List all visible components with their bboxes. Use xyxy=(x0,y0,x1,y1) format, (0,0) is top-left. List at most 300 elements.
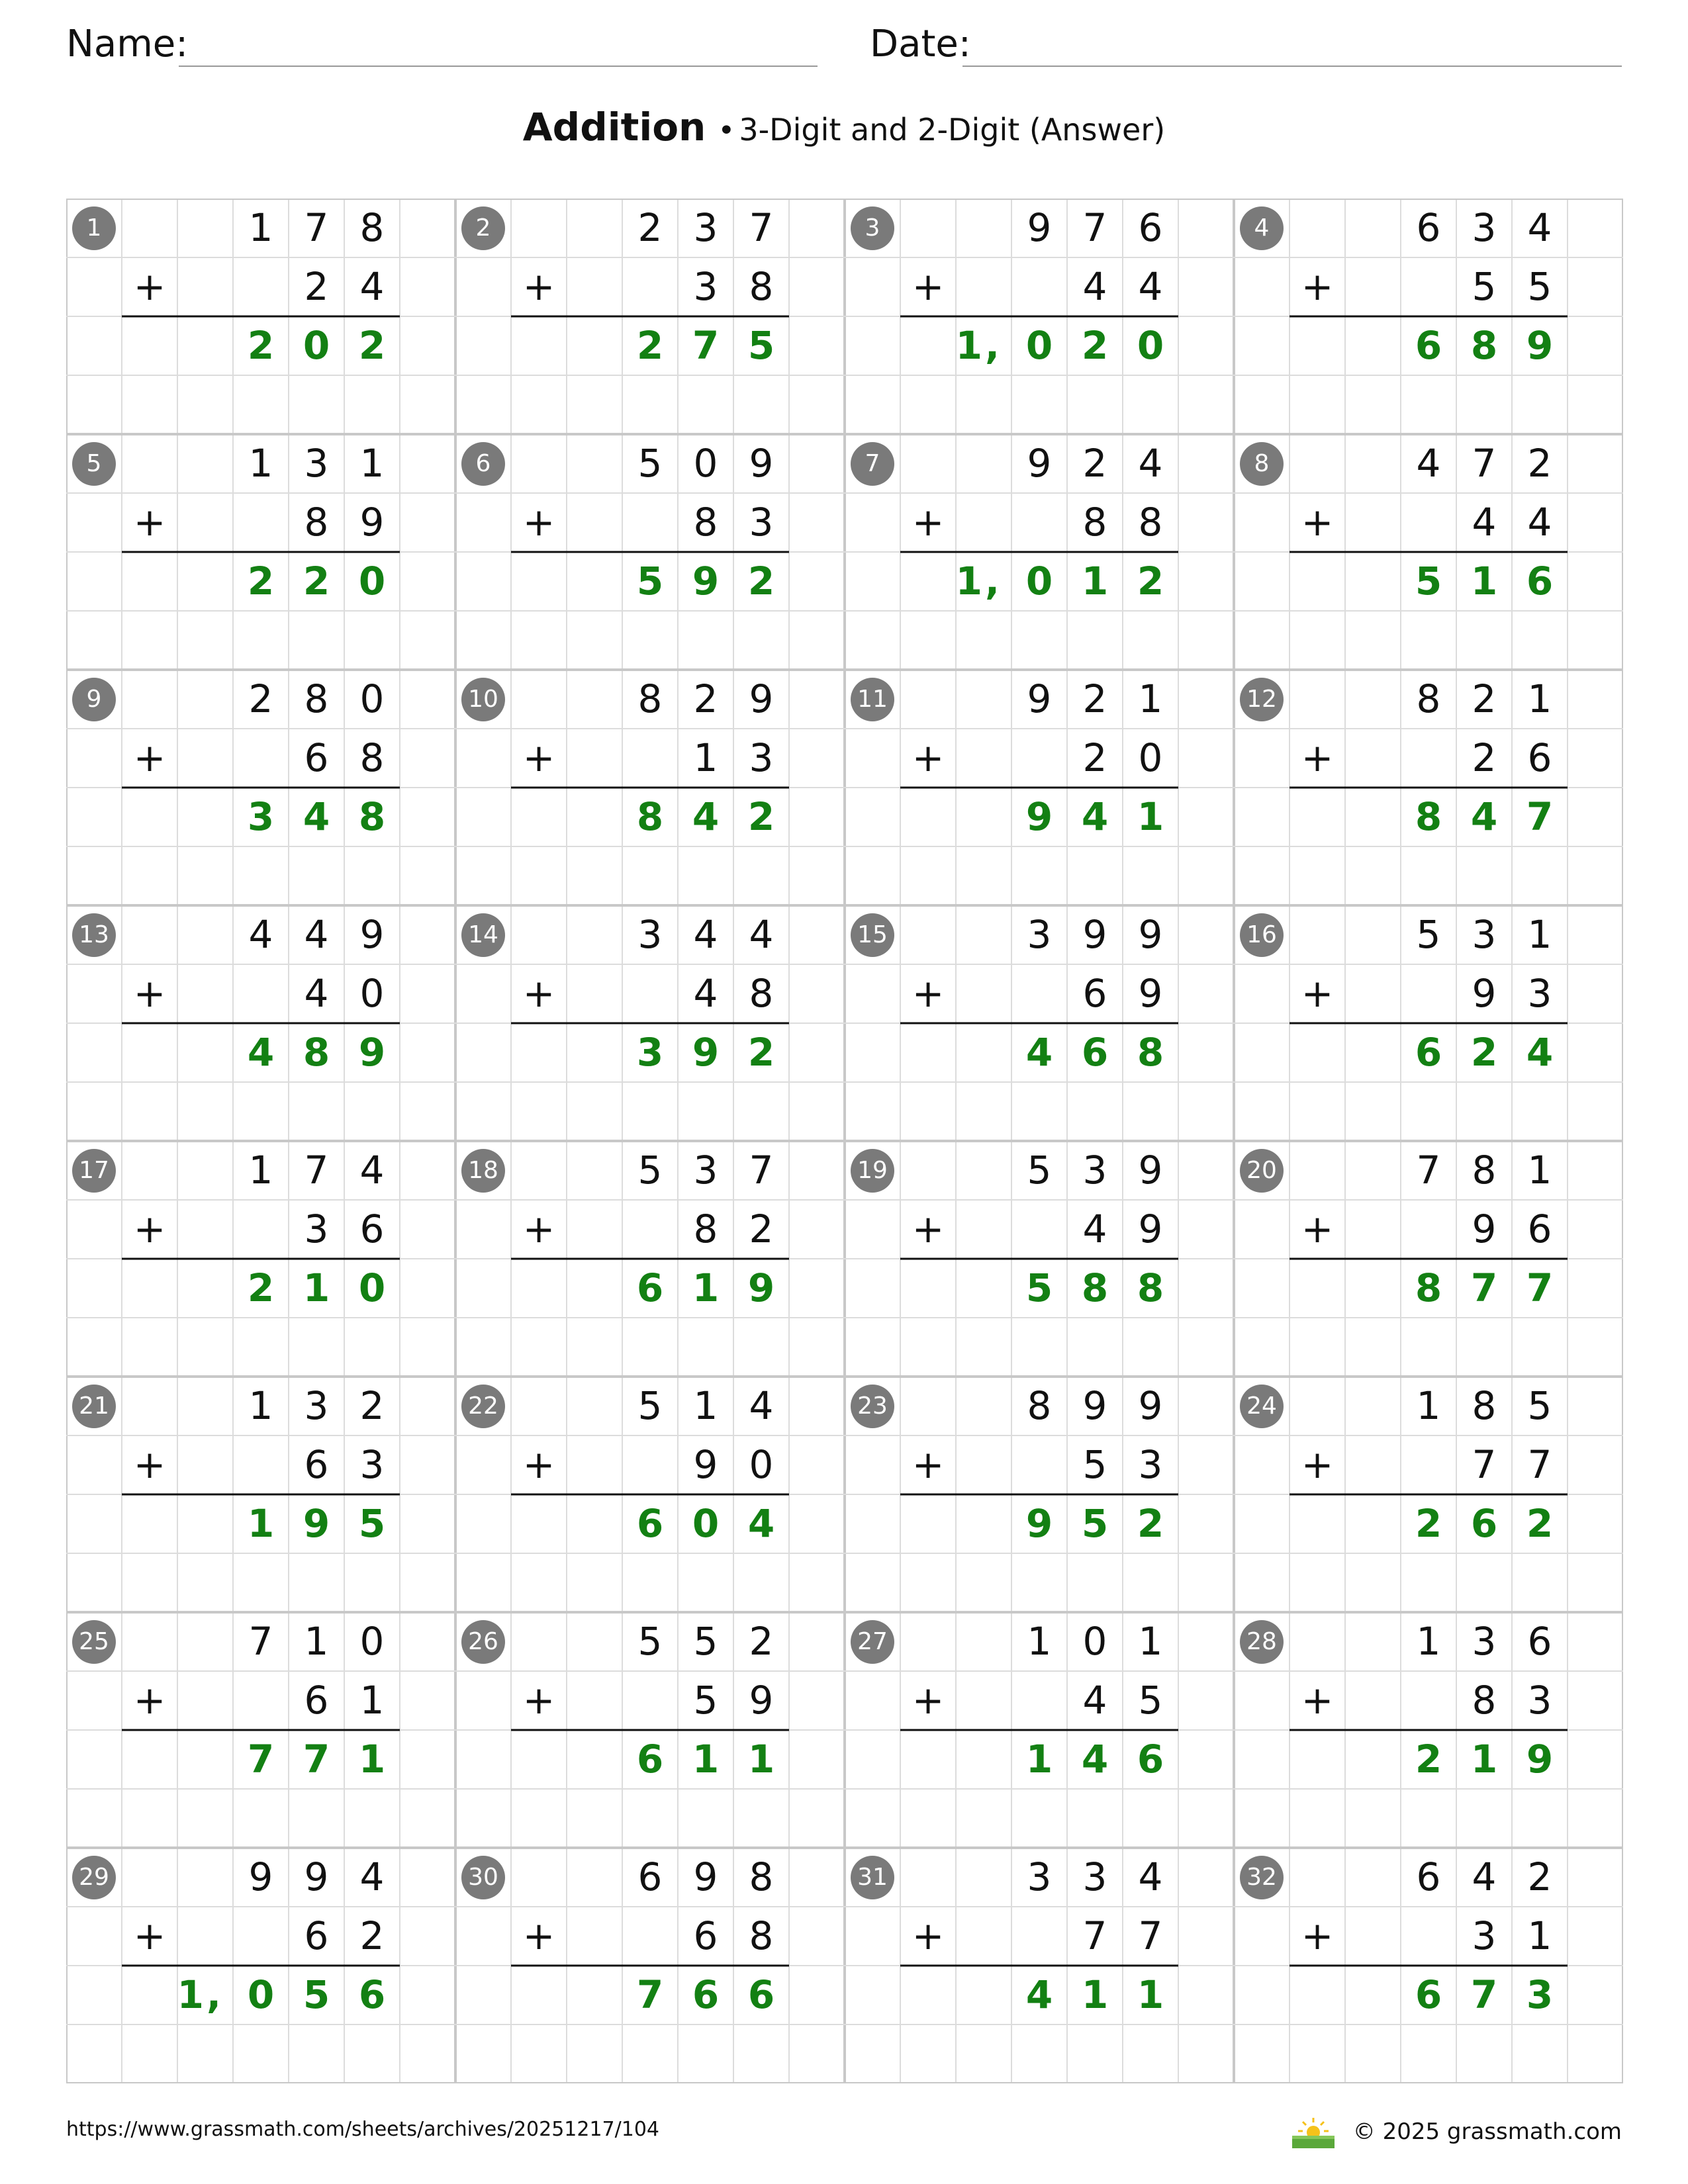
plus-sign: + xyxy=(522,1678,555,1723)
top-digit: 4 xyxy=(749,1383,774,1428)
problem-number-badge: 21 xyxy=(72,1385,116,1428)
top-digit: 5 xyxy=(637,1148,663,1193)
answer-digit: 7 xyxy=(636,1972,664,2017)
problem-number-badge: 12 xyxy=(1240,678,1284,721)
plus-sign: + xyxy=(912,735,945,780)
top-digit: 1 xyxy=(1527,1148,1552,1193)
top-digit: 7 xyxy=(304,1148,329,1193)
problem-number-badge: 25 xyxy=(72,1620,116,1664)
answer-digit: 6 xyxy=(1137,1737,1164,1782)
bottom-digit: 9 xyxy=(1138,1206,1163,1251)
top-digit: 8 xyxy=(749,1854,774,1899)
answer-digit: 6 xyxy=(1526,559,1554,604)
bottom-digit: 6 xyxy=(359,1206,385,1251)
answer-digit: 9 xyxy=(1526,323,1554,368)
bottom-digit: 9 xyxy=(1472,1206,1497,1251)
plus-sign: + xyxy=(522,500,555,545)
bottom-digit: 2 xyxy=(359,1913,385,1958)
top-digit: 5 xyxy=(637,441,663,486)
answer-digit: 6 xyxy=(1081,1030,1109,1075)
plus-sign: + xyxy=(912,971,945,1016)
problem-number-badge: 10 xyxy=(461,678,505,721)
problem-number-badge: 32 xyxy=(1240,1856,1284,1899)
top-digit: 3 xyxy=(693,205,718,250)
answer-digit: 2 xyxy=(1470,1030,1498,1075)
answer-digit: 4 xyxy=(1081,1737,1109,1782)
top-digit: 0 xyxy=(1082,1619,1107,1664)
bottom-digit: 0 xyxy=(359,971,385,1016)
top-digit: 0 xyxy=(359,676,385,721)
bottom-digit: 2 xyxy=(1082,735,1107,780)
plus-sign: + xyxy=(133,1206,166,1251)
answer-digit: 0 xyxy=(1025,323,1053,368)
plus-sign: + xyxy=(522,1206,555,1251)
bottom-digit: 5 xyxy=(693,1678,718,1723)
top-digit: 1 xyxy=(1416,1619,1441,1664)
bottom-digit: 3 xyxy=(749,500,774,545)
problem-number-badge: 6 xyxy=(461,442,505,486)
answer-digit: 9 xyxy=(1025,794,1053,839)
top-digit: 3 xyxy=(693,1148,718,1193)
plus-sign: + xyxy=(133,971,166,1016)
answer-digit: 9 xyxy=(1025,1501,1053,1546)
top-digit: 7 xyxy=(1082,205,1107,250)
answer-digit: 1 xyxy=(1081,1972,1109,2017)
bottom-digit: 6 xyxy=(304,1442,329,1487)
date-line xyxy=(962,66,1622,67)
answer-digit: 7 xyxy=(692,323,720,368)
plus-sign: + xyxy=(1301,1678,1334,1723)
top-digit: 8 xyxy=(1027,1383,1052,1428)
top-digit: 4 xyxy=(693,912,718,957)
answer-digit: 5 xyxy=(358,1501,386,1546)
problem-number-badge: 4 xyxy=(1240,206,1284,250)
plus-sign: + xyxy=(1301,500,1334,545)
plus-sign: + xyxy=(912,1678,945,1723)
answer-digit: 4 xyxy=(692,794,720,839)
date-field[interactable] xyxy=(870,23,971,66)
bottom-digit: 3 xyxy=(359,1442,385,1487)
bottom-digit: 3 xyxy=(1472,1913,1497,1958)
footer-url[interactable]: https://www.grassmath.com/sheets/archives/20251217/104 xyxy=(66,2118,660,2141)
bottom-digit: 8 xyxy=(693,1206,718,1251)
answer-digit: 5 xyxy=(636,559,664,604)
answer-digit: 5 xyxy=(1081,1501,1109,1546)
answer-digit: 2 xyxy=(1415,1737,1442,1782)
top-digit: 6 xyxy=(1416,1854,1441,1899)
bottom-digit: 7 xyxy=(1472,1442,1497,1487)
answer-digit: 1 xyxy=(1137,794,1164,839)
answer-digit: 8 xyxy=(1470,323,1498,368)
answer-digit: 7 xyxy=(303,1737,330,1782)
answer-digit: 2 xyxy=(747,1030,775,1075)
answer-digit: 1, xyxy=(955,559,1002,604)
answer-digit: 6 xyxy=(636,1737,664,1782)
top-digit: 9 xyxy=(1082,1383,1107,1428)
top-digit: 4 xyxy=(1138,1854,1163,1899)
answer-digit: 7 xyxy=(247,1737,275,1782)
bottom-digit: 4 xyxy=(1082,1206,1107,1251)
bottom-digit: 0 xyxy=(749,1442,774,1487)
plus-sign: + xyxy=(912,1206,945,1251)
bottom-digit: 3 xyxy=(693,264,718,309)
answer-digit: 0 xyxy=(247,1972,275,2017)
answer-digit: 4 xyxy=(1081,794,1109,839)
bottom-digit: 6 xyxy=(304,735,329,780)
answer-digit: 5 xyxy=(1025,1265,1053,1310)
answer-digit: 0 xyxy=(358,559,386,604)
bottom-digit: 5 xyxy=(1138,1678,1163,1723)
plus-sign: + xyxy=(133,1913,166,1958)
problem-number-badge: 27 xyxy=(851,1620,894,1664)
answer-digit: 8 xyxy=(1415,794,1442,839)
answer-digit: 9 xyxy=(358,1030,386,1075)
top-digit: 3 xyxy=(304,1383,329,1428)
answer-digit: 8 xyxy=(1415,1265,1442,1310)
answer-digit: 9 xyxy=(692,1030,720,1075)
bottom-digit: 9 xyxy=(1138,971,1163,1016)
top-digit: 2 xyxy=(637,205,663,250)
problem-number-badge: 18 xyxy=(461,1149,505,1193)
worksheet-title xyxy=(0,105,1688,150)
top-digit: 7 xyxy=(248,1619,273,1664)
bottom-digit: 3 xyxy=(304,1206,329,1251)
top-digit: 9 xyxy=(304,1854,329,1899)
answer-digit: 2 xyxy=(247,559,275,604)
bottom-digit: 6 xyxy=(1082,971,1107,1016)
problem-number-badge: 19 xyxy=(851,1149,894,1193)
answer-digit: 3 xyxy=(1526,1972,1554,2017)
top-digit: 8 xyxy=(1472,1148,1497,1193)
top-digit: 1 xyxy=(248,1383,273,1428)
footer-brand xyxy=(1288,2115,1622,2148)
answer-digit: 4 xyxy=(303,794,330,839)
top-digit: 0 xyxy=(693,441,718,486)
top-digit: 1 xyxy=(359,441,385,486)
answer-digit: 0 xyxy=(1137,323,1164,368)
plus-sign: + xyxy=(1301,1913,1334,1958)
bottom-digit: 3 xyxy=(749,735,774,780)
title-main: Addition xyxy=(522,105,706,150)
problem-number-badge: 30 xyxy=(461,1856,505,1899)
top-digit: 2 xyxy=(1472,676,1497,721)
top-digit: 1 xyxy=(248,205,273,250)
answer-digit: 6 xyxy=(636,1501,664,1546)
answer-digit: 2 xyxy=(1081,323,1109,368)
top-digit: 9 xyxy=(1027,441,1052,486)
plus-sign: + xyxy=(1301,1206,1334,1251)
problem-number-badge: 5 xyxy=(72,442,116,486)
top-digit: 9 xyxy=(749,676,774,721)
top-digit: 4 xyxy=(359,1854,385,1899)
copyright-text: © 2025 grassmath.com xyxy=(1352,2118,1622,2145)
name-label: Name: xyxy=(66,23,189,66)
answer-digit: 8 xyxy=(1137,1265,1164,1310)
top-digit: 4 xyxy=(359,1148,385,1193)
top-digit: 4 xyxy=(1138,441,1163,486)
bottom-digit: 9 xyxy=(359,500,385,545)
answer-digit: 1 xyxy=(247,1501,275,1546)
answer-digit: 0 xyxy=(692,1501,720,1546)
top-digit: 6 xyxy=(1138,205,1163,250)
answer-digit: 1 xyxy=(747,1737,775,1782)
top-digit: 9 xyxy=(1138,1148,1163,1193)
top-digit: 1 xyxy=(1027,1619,1052,1664)
plus-sign: + xyxy=(1301,971,1334,1016)
answer-digit: 2 xyxy=(1137,1501,1164,1546)
bottom-digit: 0 xyxy=(1138,735,1163,780)
answer-digit: 2 xyxy=(1137,559,1164,604)
top-digit: 4 xyxy=(1472,1854,1497,1899)
bottom-digit: 8 xyxy=(304,500,329,545)
problem-number-badge: 29 xyxy=(72,1856,116,1899)
bottom-digit: 4 xyxy=(359,264,385,309)
plus-sign: + xyxy=(522,1913,555,1958)
plus-sign: + xyxy=(133,735,166,780)
answer-digit: 6 xyxy=(1415,1972,1442,2017)
answer-digit: 1 xyxy=(303,1265,330,1310)
top-digit: 3 xyxy=(1027,1854,1052,1899)
answer-digit: 2 xyxy=(358,323,386,368)
answer-digit: 8 xyxy=(636,794,664,839)
answer-digit: 4 xyxy=(1025,1972,1053,2017)
top-digit: 5 xyxy=(1027,1148,1052,1193)
answer-digit: 2 xyxy=(247,1265,275,1310)
top-digit: 5 xyxy=(637,1383,663,1428)
bottom-digit: 8 xyxy=(1472,1678,1497,1723)
answer-digit: 4 xyxy=(247,1030,275,1075)
top-digit: 1 xyxy=(1138,676,1163,721)
plus-sign: + xyxy=(133,264,166,309)
bottom-digit: 1 xyxy=(693,735,718,780)
top-digit: 8 xyxy=(304,676,329,721)
top-digit: 1 xyxy=(693,1383,718,1428)
name-field[interactable] xyxy=(66,23,188,66)
top-digit: 3 xyxy=(1082,1148,1107,1193)
answer-digit: 6 xyxy=(1415,323,1442,368)
top-digit: 2 xyxy=(248,676,273,721)
answer-digit: 3 xyxy=(247,794,275,839)
bottom-digit: 3 xyxy=(1527,971,1552,1016)
bottom-digit: 3 xyxy=(1527,1678,1552,1723)
sun-over-grass-icon xyxy=(1288,2115,1338,2148)
bottom-digit: 5 xyxy=(1082,1442,1107,1487)
bottom-digit: 6 xyxy=(1527,1206,1552,1251)
answer-digit: 4 xyxy=(747,1501,775,1546)
answer-digit: 8 xyxy=(1137,1030,1164,1075)
top-digit: 3 xyxy=(304,441,329,486)
top-digit: 9 xyxy=(693,1854,718,1899)
bottom-digit: 2 xyxy=(1472,735,1497,780)
bottom-digit: 4 xyxy=(1138,264,1163,309)
plus-sign: + xyxy=(1301,264,1334,309)
top-digit: 3 xyxy=(1082,1854,1107,1899)
answer-digit: 2 xyxy=(247,323,275,368)
top-digit: 1 xyxy=(1527,676,1552,721)
top-digit: 3 xyxy=(1472,912,1497,957)
top-digit: 9 xyxy=(749,441,774,486)
bottom-digit: 9 xyxy=(693,1442,718,1487)
answer-digit: 2 xyxy=(747,559,775,604)
top-digit: 2 xyxy=(749,1619,774,1664)
top-digit: 5 xyxy=(1527,1383,1552,1428)
top-digit: 9 xyxy=(1138,912,1163,957)
top-digit: 7 xyxy=(304,205,329,250)
top-digit: 8 xyxy=(1416,676,1441,721)
top-digit: 1 xyxy=(1527,912,1552,957)
answer-digit: 1 xyxy=(1081,559,1109,604)
answer-digit: 1, xyxy=(177,1972,224,2017)
top-digit: 2 xyxy=(1082,441,1107,486)
problem-number-badge: 20 xyxy=(1240,1149,1284,1193)
name-line xyxy=(179,66,818,67)
problem-number-badge: 15 xyxy=(851,913,894,957)
answer-digit: 3 xyxy=(636,1030,664,1075)
problem-number-badge: 1 xyxy=(72,206,116,250)
bottom-digit: 5 xyxy=(1472,264,1497,309)
problem-number-badge: 14 xyxy=(461,913,505,957)
answer-digit: 9 xyxy=(1526,1737,1554,1782)
answer-digit: 2 xyxy=(1415,1501,1442,1546)
top-digit: 3 xyxy=(1472,1619,1497,1664)
answer-digit: 6 xyxy=(747,1972,775,2017)
bottom-digit: 4 xyxy=(693,971,718,1016)
top-digit: 2 xyxy=(1527,1854,1552,1899)
bottom-digit: 7 xyxy=(1138,1913,1163,1958)
answer-digit: 1 xyxy=(358,1737,386,1782)
plus-sign: + xyxy=(912,1442,945,1487)
answer-digit: 5 xyxy=(303,1972,330,2017)
top-digit: 9 xyxy=(1082,912,1107,957)
answer-digit: 4 xyxy=(1025,1030,1053,1075)
answer-digit: 9 xyxy=(692,559,720,604)
top-digit: 0 xyxy=(359,1619,385,1664)
top-digit: 9 xyxy=(1138,1383,1163,1428)
problem-number-badge: 11 xyxy=(851,678,894,721)
top-digit: 9 xyxy=(359,912,385,957)
answer-digit: 9 xyxy=(747,1265,775,1310)
top-digit: 4 xyxy=(749,912,774,957)
bottom-digit: 6 xyxy=(1527,735,1552,780)
top-digit: 2 xyxy=(1527,441,1552,486)
plus-sign: + xyxy=(133,1678,166,1723)
top-digit: 9 xyxy=(248,1854,273,1899)
plus-sign: + xyxy=(912,264,945,309)
top-digit: 1 xyxy=(304,1619,329,1664)
bottom-digit: 8 xyxy=(359,735,385,780)
plus-sign: + xyxy=(522,264,555,309)
bottom-digit: 9 xyxy=(749,1678,774,1723)
top-digit: 6 xyxy=(1527,1619,1552,1664)
title-separator: • xyxy=(718,114,735,148)
bottom-digit: 4 xyxy=(1472,500,1497,545)
problem-number-badge: 26 xyxy=(461,1620,505,1664)
top-digit: 3 xyxy=(1472,205,1497,250)
answer-digit: 7 xyxy=(1470,1972,1498,2017)
bottom-digit: 4 xyxy=(1527,500,1552,545)
bottom-digit: 4 xyxy=(1082,264,1107,309)
problem-grid xyxy=(66,199,1623,2083)
bottom-digit: 8 xyxy=(749,1913,774,1958)
answer-digit: 5 xyxy=(747,323,775,368)
bottom-digit: 1 xyxy=(1527,1913,1552,1958)
top-digit: 2 xyxy=(1082,676,1107,721)
answer-digit: 1 xyxy=(692,1737,720,1782)
plus-sign: + xyxy=(1301,735,1334,780)
problem-number-badge: 28 xyxy=(1240,1620,1284,1664)
bottom-digit: 6 xyxy=(304,1678,329,1723)
top-digit: 7 xyxy=(1416,1148,1441,1193)
bottom-digit: 8 xyxy=(1138,500,1163,545)
answer-digit: 1 xyxy=(1470,1737,1498,1782)
answer-digit: 0 xyxy=(303,323,330,368)
bottom-digit: 9 xyxy=(1472,971,1497,1016)
answer-digit: 0 xyxy=(358,1265,386,1310)
top-digit: 8 xyxy=(1472,1383,1497,1428)
top-digit: 5 xyxy=(1416,912,1441,957)
top-digit: 8 xyxy=(637,676,663,721)
bottom-digit: 6 xyxy=(693,1913,718,1958)
answer-digit: 8 xyxy=(1081,1265,1109,1310)
answer-digit: 9 xyxy=(303,1501,330,1546)
bottom-digit: 3 xyxy=(1138,1442,1163,1487)
problem-number-badge: 17 xyxy=(72,1149,116,1193)
answer-digit: 0 xyxy=(1025,559,1053,604)
answer-digit: 4 xyxy=(1470,794,1498,839)
answer-digit: 8 xyxy=(303,1030,330,1075)
top-digit: 3 xyxy=(637,912,663,957)
bottom-digit: 8 xyxy=(1082,500,1107,545)
bottom-digit: 2 xyxy=(749,1206,774,1251)
bottom-digit: 4 xyxy=(1082,1678,1107,1723)
answer-digit: 2 xyxy=(303,559,330,604)
top-digit: 1 xyxy=(248,1148,273,1193)
top-digit: 5 xyxy=(693,1619,718,1664)
answer-digit: 7 xyxy=(1470,1265,1498,1310)
bottom-digit: 2 xyxy=(304,264,329,309)
date-label: Date: xyxy=(870,23,971,66)
answer-digit: 1 xyxy=(692,1265,720,1310)
bottom-digit: 8 xyxy=(749,971,774,1016)
bottom-digit: 7 xyxy=(1527,1442,1552,1487)
answer-digit: 2 xyxy=(747,794,775,839)
bottom-digit: 8 xyxy=(693,500,718,545)
answer-digit: 7 xyxy=(1526,1265,1554,1310)
plus-sign: + xyxy=(1301,1442,1334,1487)
answer-digit: 1 xyxy=(1470,559,1498,604)
answer-digit: 1 xyxy=(1137,1972,1164,2017)
bottom-digit: 5 xyxy=(1527,264,1552,309)
problem-number-badge: 13 xyxy=(72,913,116,957)
answer-digit: 1 xyxy=(1025,1737,1053,1782)
plus-sign: + xyxy=(522,735,555,780)
problem-number-badge: 23 xyxy=(851,1385,894,1428)
answer-digit: 7 xyxy=(1526,794,1554,839)
top-digit: 4 xyxy=(304,912,329,957)
plus-sign: + xyxy=(912,1913,945,1958)
top-digit: 2 xyxy=(693,676,718,721)
plus-sign: + xyxy=(522,971,555,1016)
problem-number-badge: 9 xyxy=(72,678,116,721)
problem-number-badge: 8 xyxy=(1240,442,1284,486)
top-digit: 9 xyxy=(1027,676,1052,721)
plus-sign: + xyxy=(912,500,945,545)
top-digit: 5 xyxy=(637,1619,663,1664)
bottom-digit: 7 xyxy=(1082,1913,1107,1958)
answer-digit: 1, xyxy=(955,323,1002,368)
plus-sign: + xyxy=(133,500,166,545)
answer-digit: 6 xyxy=(1470,1501,1498,1546)
